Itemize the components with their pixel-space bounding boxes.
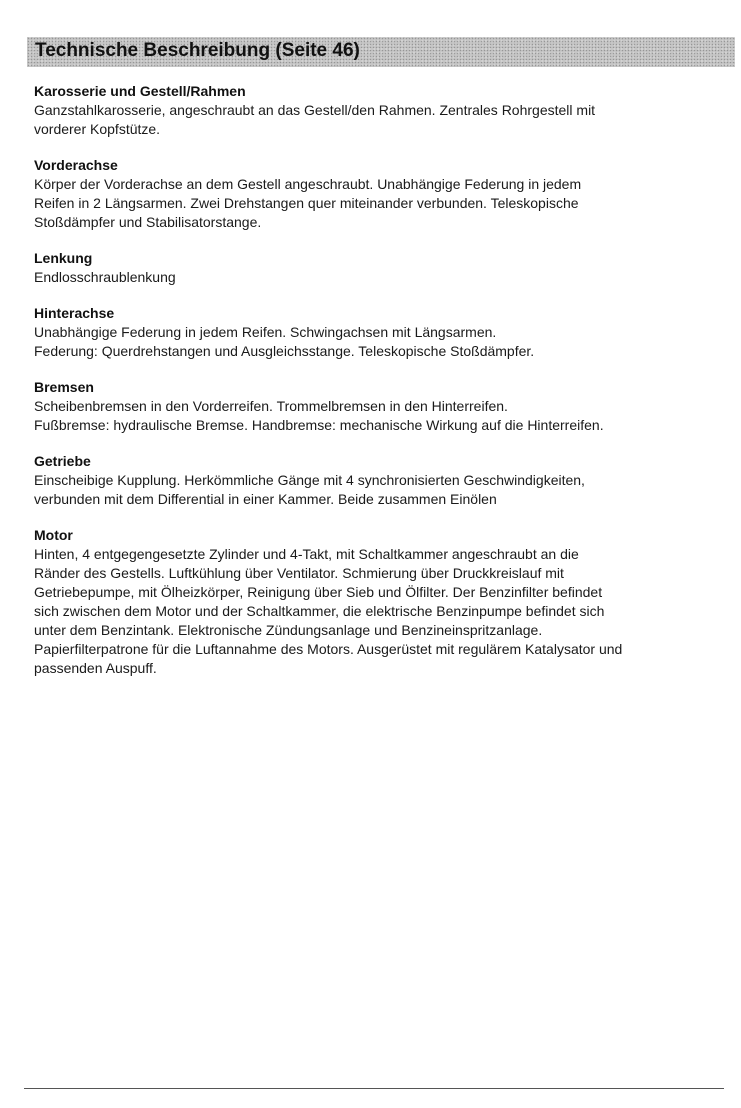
section-heading: Karosserie und Gestell/Rahmen [34,83,246,99]
section-heading: Vorderachse [34,157,118,173]
section-heading: Motor [34,527,73,543]
section-text-line: vorderer Kopfstütze. [34,121,161,137]
section-text-line: Endlosschraublenkung [34,269,176,285]
section-heading: Lenkung [34,250,93,266]
section-lenkung [34,249,724,287]
section-text-line: Federung: Querdrehstangen und Ausgleichsstange. Teleskopische Stoßdämpfer. [34,343,535,359]
section-text-line: passenden Auspuff. [34,660,157,676]
section-text-line: Getriebepumpe, mit Ölheizkörper, Reinigung über Sieb und Ölfilter. Der Benzinfilter befindet [34,584,603,600]
section-heading: Getriebe [34,453,91,469]
section-hinterachse [34,304,724,361]
section-text-line: Stoßdämpfer und Stabilisatorstange. [34,214,262,230]
section-text-line: Ganzstahlkarosserie, angeschraubt an das Gestell/den Rahmen. Zentrales Rohrgestell mit [34,102,596,118]
section-text-line: Unabhängige Federung in jedem Reifen. Schwingachsen mit Längsarmen. [34,324,497,340]
section-motor [34,526,724,678]
section-text-line: Fußbremse: hydraulische Bremse. Handbremse: mechanische Wirkung auf die Hinterreifen. [34,417,604,433]
document-body [34,82,724,695]
section-text-line: Reifen in 2 Längsarmen. Zwei Drehstangen quer miteinander verbunden. Teleskopische [34,195,579,211]
section-text-line: Scheibenbremsen in den Vorderreifen. Trommelbremsen in den Hinterreifen. [34,398,508,414]
section-text-line: Einscheibige Kupplung. Herkömmliche Gänge mit 4 synchronisierten Geschwindigkeiten, [34,472,585,488]
section-text-line: sich zwischen dem Motor und der Schaltkammer, die elektrische Benzinpumpe befindet sich [34,603,605,619]
section-text-line: Körper der Vorderachse an dem Gestell angeschraubt. Unabhängige Federung in jedem [34,176,582,192]
section-karosserie [34,82,724,139]
section-text-line: unter dem Benzintank. Elektronische Zündungsanlage und Benzineinspritzanlage. [34,622,543,638]
section-text-line: Papierfilterpatrone für die Luftannahme des Motors. Ausgerüstet mit regulärem Katalysator und [34,641,623,657]
title-bar [27,37,735,67]
section-getriebe [34,452,724,509]
section-text-line: Hinten, 4 entgegengesetzte Zylinder und 4-Takt, mit Schaltkammer angeschraubt an die [34,546,579,562]
footer-divider [24,1088,724,1089]
section-vorderachse [34,156,724,232]
section-text-line: verbunden mit dem Differential in einer Kammer. Beide zusammen Einölen [34,491,497,507]
section-heading: Hinterachse [34,305,115,321]
section-text-line: Ränder des Gestells. Luftkühlung über Ventilator. Schmierung über Druckkreislauf mit [34,565,564,581]
section-heading: Bremsen [34,379,94,395]
page-title: Technische Beschreibung (Seite 46) [35,40,360,61]
section-bremsen [34,378,724,435]
